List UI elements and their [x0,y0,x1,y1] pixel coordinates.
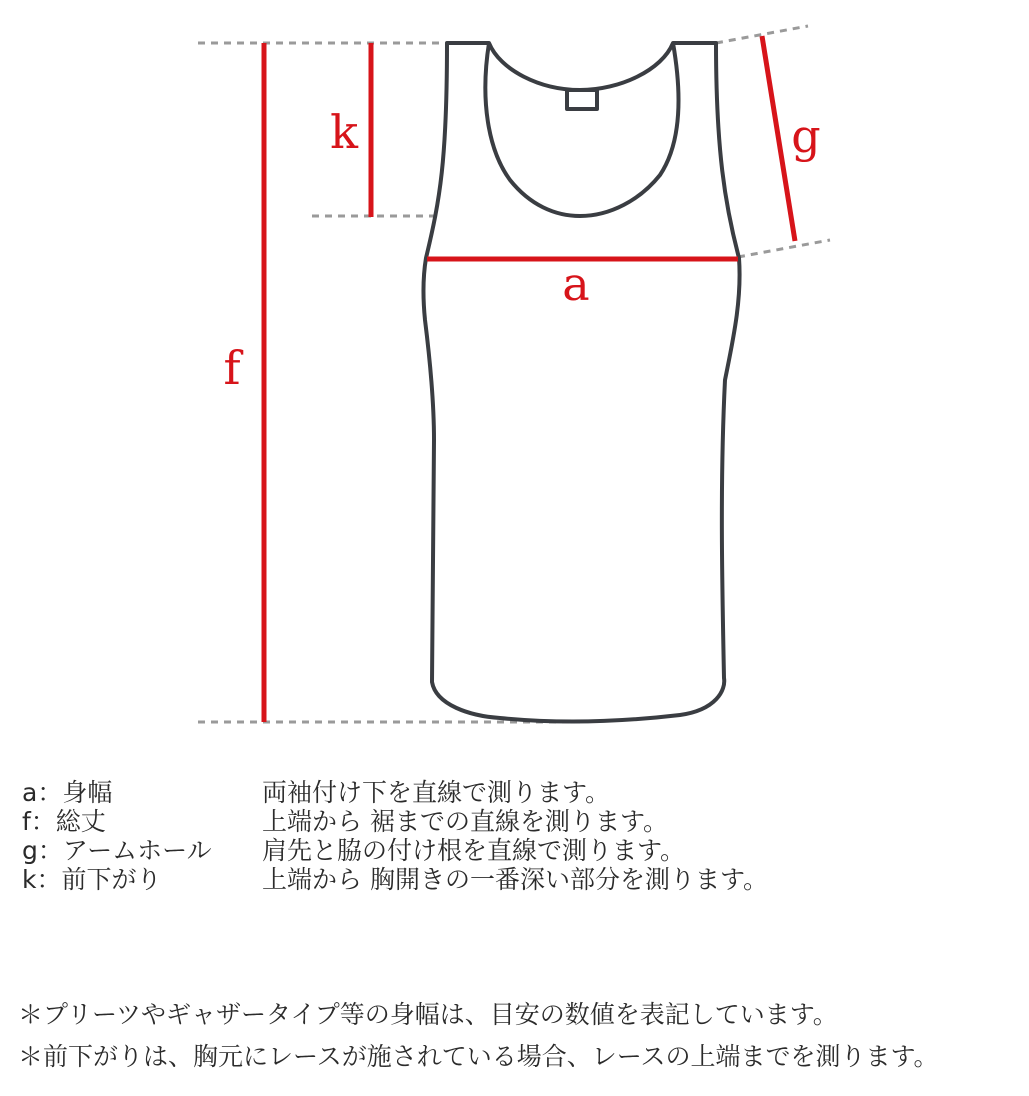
legend-row-a [22,778,1022,807]
guide-armpit-right [738,240,830,257]
garment-body [423,43,739,722]
legend-description: 上端から 胸開きの一番深い部分を測ります。 [262,865,768,894]
neck-label-tag [567,90,597,109]
label-k: k [330,105,358,159]
legend-key: g：アームホール [22,836,212,865]
tank-top-outline [423,43,739,722]
label-a: a [562,257,590,311]
label-g: g [791,109,821,163]
legend-key: a：身幅 [22,778,113,807]
legend-description: 両袖付け下を直線で測ります。 [262,778,611,807]
measure-line-g [762,36,795,241]
legend-row-k [22,865,1022,894]
label-f: f [223,341,241,395]
notes [18,994,1023,1078]
note-lace-neckline: ＊前下がりは、胸元にレースが施されている場合、レースの上端までを測ります。 [18,1042,939,1071]
legend-row-g [22,836,1022,865]
measurement-legend [22,778,1022,894]
legend-description: 上端から 裾までの直線を測ります。 [262,807,668,836]
legend-description: 肩先と脇の付け根を直線で測ります。 [262,836,686,865]
legend-row-f [22,807,1022,836]
legend-key: f：総丈 [22,807,106,836]
note-gathered-width: ＊プリーツやギャザータイプ等の身幅は、目安の数値を表記しています。 [18,1000,838,1029]
legend-key: k：前下がり [22,865,162,894]
